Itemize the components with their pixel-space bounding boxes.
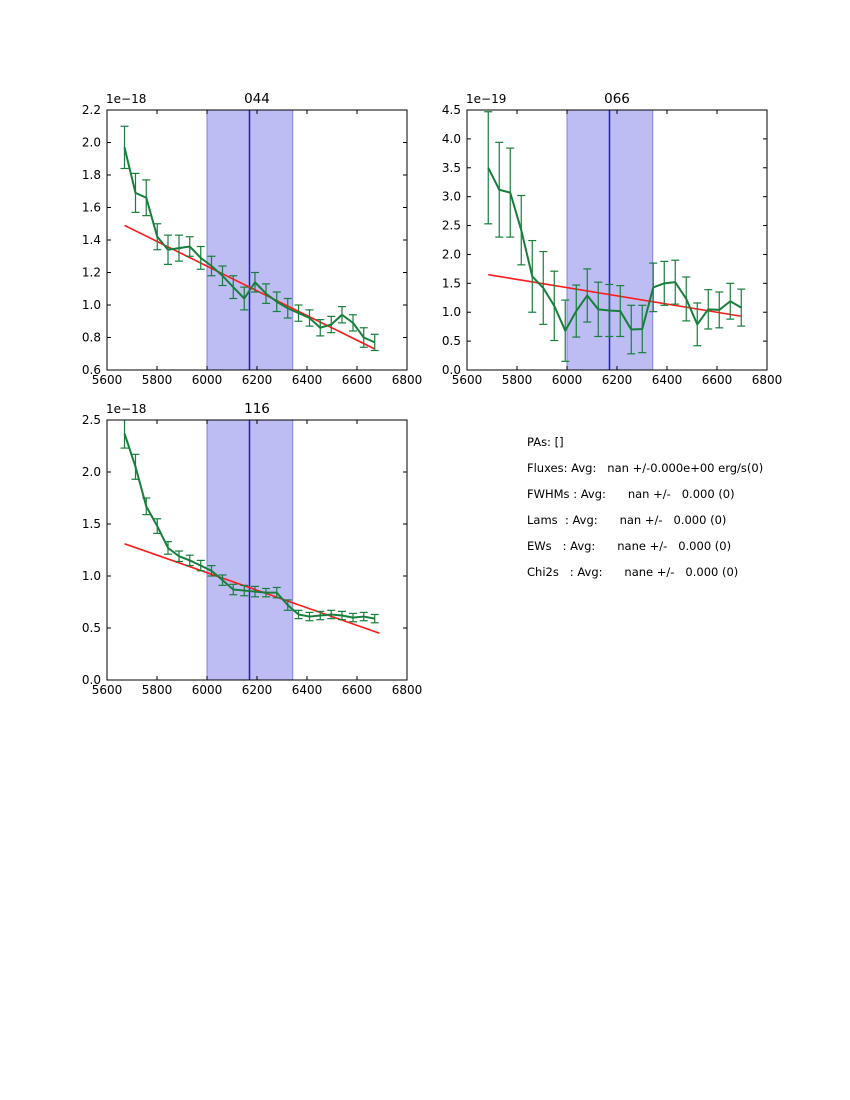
svg-text:2.0: 2.0 <box>81 135 101 150</box>
stats-line-fluxes: Fluxes: Avg: nan +/-0.000e+00 erg/s(0) <box>527 461 764 475</box>
svg-text:3.5: 3.5 <box>441 160 461 175</box>
subplot-title: 044 <box>244 91 270 107</box>
x-tick-labels <box>92 373 423 387</box>
svg-text:0.0: 0.0 <box>81 673 101 687</box>
svg-text:1.6: 1.6 <box>81 200 101 215</box>
svg-text:0.5: 0.5 <box>441 334 461 349</box>
y-tick-labels <box>82 103 101 377</box>
svg-text:0.6: 0.6 <box>81 363 101 377</box>
svg-text:6800: 6800 <box>751 373 783 387</box>
axis-offset-label: 1e−18 <box>106 402 147 416</box>
subplot-066 <box>425 85 795 400</box>
axis-offset-label: 1e−19 <box>466 92 507 106</box>
svg-text:0.0: 0.0 <box>441 363 461 377</box>
stats-line-ews: EWs : Avg: nane +/- 0.000 (0) <box>527 539 732 553</box>
stats-line-lams: Lams : Avg: nan +/- 0.000 (0) <box>527 513 727 527</box>
svg-text:1.0: 1.0 <box>81 298 101 312</box>
svg-text:5800: 5800 <box>141 683 173 697</box>
svg-text:1.0: 1.0 <box>441 305 461 320</box>
svg-text:1.5: 1.5 <box>81 517 101 531</box>
svg-text:6800: 6800 <box>391 373 423 387</box>
x-tick-labels <box>452 373 783 387</box>
svg-text:5600: 5600 <box>91 683 123 697</box>
svg-text:4.5: 4.5 <box>441 103 461 117</box>
svg-text:6400: 6400 <box>291 683 323 697</box>
svg-text:1.0: 1.0 <box>81 569 101 583</box>
subplot-title: 116 <box>244 401 270 417</box>
svg-text:0.5: 0.5 <box>81 621 101 635</box>
svg-text:6600: 6600 <box>701 373 733 387</box>
subplot-116 <box>65 395 435 710</box>
svg-text:4.0: 4.0 <box>441 131 461 146</box>
svg-text:1.5: 1.5 <box>441 276 461 291</box>
svg-text:2.2: 2.2 <box>81 103 101 117</box>
svg-text:6600: 6600 <box>341 373 373 387</box>
svg-text:5800: 5800 <box>501 373 533 387</box>
svg-text:1.4: 1.4 <box>81 233 101 247</box>
svg-text:2.0: 2.0 <box>441 247 461 262</box>
stats-line-chi2s: Chi2s : Avg: nane +/- 0.000 (0) <box>527 565 739 579</box>
svg-text:6200: 6200 <box>241 683 273 697</box>
stats-panel <box>527 429 763 585</box>
svg-text:2.0: 2.0 <box>81 465 101 479</box>
svg-text:3.0: 3.0 <box>441 189 461 204</box>
svg-text:6400: 6400 <box>291 373 323 387</box>
svg-text:6000: 6000 <box>191 373 223 387</box>
svg-text:6200: 6200 <box>601 373 633 387</box>
svg-text:6400: 6400 <box>651 373 683 387</box>
svg-text:6800: 6800 <box>391 683 423 697</box>
svg-text:2.5: 2.5 <box>81 413 101 427</box>
svg-text:6000: 6000 <box>191 683 223 697</box>
svg-text:5600: 5600 <box>91 373 123 387</box>
y-tick-labels <box>442 103 461 377</box>
svg-text:0.8: 0.8 <box>81 330 101 345</box>
svg-text:5600: 5600 <box>451 373 483 387</box>
stats-line-pas: PAs: [] <box>527 435 564 449</box>
stats-line-fwhms: FWHMs : Avg: nan +/- 0.000 (0) <box>527 487 735 501</box>
y-tick-labels <box>82 413 101 687</box>
svg-text:2.5: 2.5 <box>441 218 461 233</box>
svg-text:6600: 6600 <box>341 683 373 697</box>
subplot-044 <box>65 85 435 400</box>
svg-text:5800: 5800 <box>141 373 173 387</box>
x-tick-labels <box>92 683 423 697</box>
svg-text:1.8: 1.8 <box>81 168 101 182</box>
axis-offset-label: 1e−18 <box>106 92 147 106</box>
svg-text:6000: 6000 <box>551 373 583 387</box>
subplot-title: 066 <box>604 91 630 107</box>
svg-text:1.2: 1.2 <box>81 265 101 280</box>
svg-text:6200: 6200 <box>241 373 273 387</box>
